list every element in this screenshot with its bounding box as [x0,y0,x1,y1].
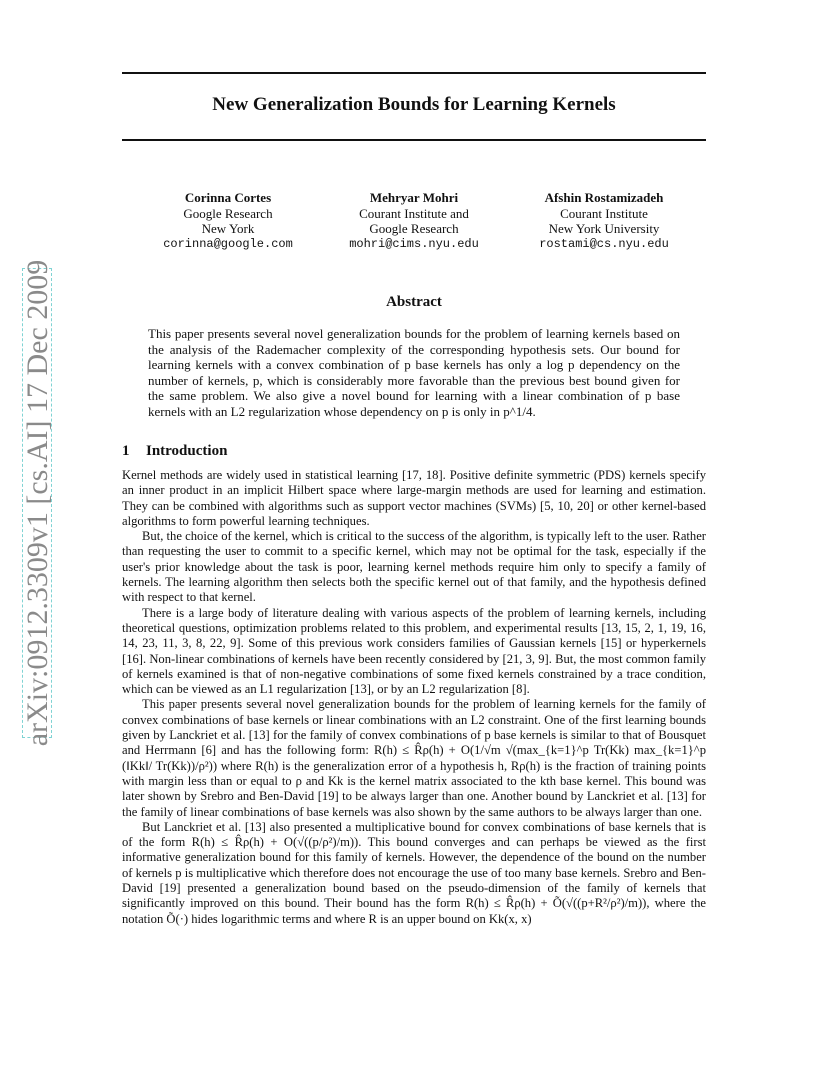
paragraph: Kernel methods are widely used in statistical learning [17, 18]. Positive definite symmetric (PDS) kernels specify an inner product in an implicit Hilbert space where large-margin methods are used for learning and estimation. They can be combined with algorithms such as support vector machines (SVMs) [5, 10, 20] or other kernel-based algorithms to form powerful learning techniques. [122,468,706,528]
author-3 [504,190,704,252]
arxiv-stamp[interactable] [18,259,58,747]
author-affiliation: Google Research [369,221,459,236]
paragraph: But, the choice of the kernel, which is critical to the success of the algorithm, is typically left to the user. Rather than requesting the user to commit to a specific kernel, which may not be optimal for the task, especially if the user's prior knowledge about the task is poor, learning kernel methods require him only to specify a family of kernels. The learning algorithm then selects both the specific kernel out of that family, and the hypothesis defined with respect to that kernel. [122,529,706,605]
title-rule-top [122,72,706,74]
title-rule-bottom [122,139,706,141]
author-name: Corinna Cortes [184,190,272,205]
abstract-heading: Abstract [386,294,442,310]
author-affiliation: Courant Institute and [359,205,469,221]
section-number: 1 [122,443,130,459]
author-email[interactable]: rostami@cs.nyu.edu [539,236,669,251]
author-affiliation: New York [201,221,255,236]
author-name: Mehryar Mohri [369,190,459,205]
body-text [122,468,706,927]
abstract-text: This paper presents several novel generalization bounds for the problem of learning kernels based on the analysis of the Rademacher complexity of the corresponding hypothesis sets. Our bound for learning kernels with a convex combination of p base kernels has only a log p dependency on the number of kernels, p, which is considerably more favorable than the previous best bound given for the same problem. We also give a novel bound for learning with a linear combination of p base kernels with an L2 regularization whose dependency on p is only in p^1/4. [148,326,680,419]
paragraph: But Lanckriet et al. [13] also presented a multiplicative bound for convex combinations of base kernels that is of the form R(h) ≤ R̂ρ(h) + O(√((p/ρ²)/m)). This bound converges and can perhaps be viewed as the first informative generalization bound for this family of kernels. However, the dependence of the bound on the number of kernels p is multiplicative which therefore does not encourage the use of too many base kernels. Srebro and Ben-David [19] presented a generalization bound based on the pseudo-dimension of the family of kernels that significantly improved on this bound. Their bound has the form R(h) ≤ R̂ρ(h) + Õ(√((p+R²/ρ²)/m)), where the notation Õ(·) hides logarithmic terms and where R is an upper bound on Kk(x, x) [122,819,706,926]
author-affiliation: Courant Institute [560,205,648,221]
author-email[interactable]: mohri@cims.nyu.edu [349,236,479,251]
author-affiliation: Google Research [183,205,273,221]
section-title: Introduction [146,443,228,459]
author-name: Afshin Rostamizadeh [544,190,664,205]
author-1 [128,190,328,252]
author-email[interactable]: corinna@google.com [163,236,293,251]
paragraph: This paper presents several novel generalization bounds for the problem of learning kernels for the family of convex combinations of base kernels or linear combinations with an L2 constraint. One of the first learning bounds given by Lanckriet et al. [13] for the family of convex combinations of p base kernels is similar to that of Bousquet and Herrmann [6] and has the following form: R(h) ≤ R̂ρ(h) + O(1/√m √(max_{k=1}^p Tr(Kk) max_{k=1}^p (‖Kk‖/ Tr(Kk))/ρ²)) where R(h) is the generalization error of a hypothesis h, Rρ(h) is the fraction of training points with margin less than or equal to ρ and Kk is the kernel matrix associated to the kth base kernel. This bound was later shown by Srebro and Ben-David [19] to be always larger than one. Another bound by Lanckriet et al. [13] for the family of linear combinations of base kernels was also shown by the same authors to be always larger than one. [122,697,706,819]
author-affiliation: New York University [548,221,660,236]
paper-title: New Generalization Bounds for Learning Kernels [212,94,616,115]
paragraph: There is a large body of literature dealing with various aspects of the problem of learning kernels, including theoretical questions, optimization problems related to this problem, and experimental results [13, 15, 2, 1, 19, 16, 14, 23, 11, 3, 8, 22, 9]. Some of this previous work considers families of Gaussian kernels [15] or hyperkernels [16]. Non-linear combinations of kernels have been recently considered by [21, 3, 9]. But, the most common family of kernels examined is that of non-negative combinations of some fixed kernels constrained by a trace condition, which can be viewed as an L1 regularization [13], or by an L2 regularization [8]. [122,605,706,697]
section-heading [122,443,227,460]
arxiv-id: arXiv:0912.3309v1 [cs.AI] 17 Dec 2009 [21,259,54,747]
author-2 [314,190,514,252]
